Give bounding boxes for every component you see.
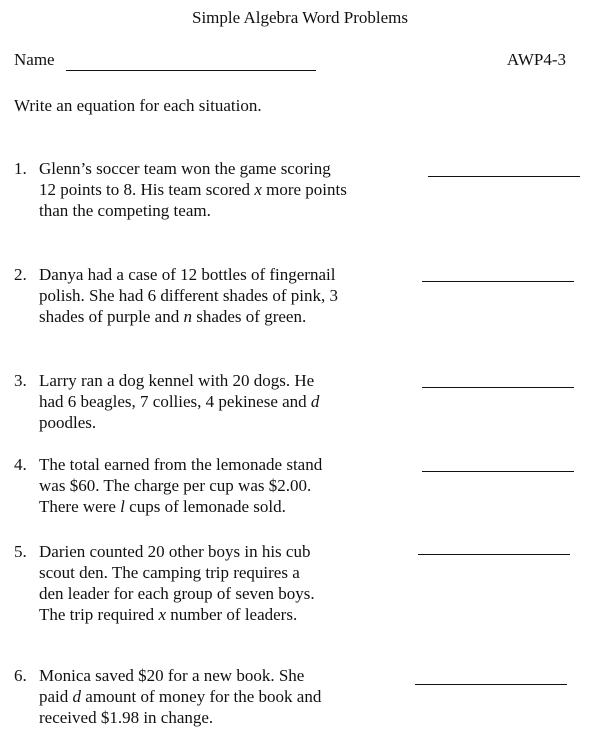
text-segment: had 6 beagles, 7 collies, 4 pekinese and — [39, 392, 311, 411]
problem-line — [39, 179, 414, 200]
name-label: Name — [14, 50, 55, 69]
text-segment: Monica saved $20 for a new book. She — [39, 666, 305, 685]
text-segment: den leader for each group of seven boys. — [39, 584, 315, 603]
problem-line — [39, 391, 414, 412]
problem-number: 3. — [14, 371, 27, 390]
text-segment: scout den. The camping trip requires a — [39, 563, 300, 582]
problem-line — [39, 665, 414, 686]
name-row — [14, 50, 586, 74]
text-segment: Darien counted 20 other boys in his cub — [39, 542, 311, 561]
text-segment: Larry ran a dog kennel with 20 dogs. He — [39, 371, 315, 390]
problem-line — [39, 583, 414, 604]
text-segment: Danya had a case of 12 bottles of fingernail — [39, 265, 336, 284]
text-segment: more points — [261, 180, 347, 199]
variable: x — [158, 605, 166, 624]
problem-4 — [14, 454, 414, 517]
problem-2 — [14, 264, 414, 327]
text-segment: paid — [39, 687, 73, 706]
worksheet-code: AWP4-3 — [506, 50, 566, 69]
text-segment: shades of green. — [191, 307, 307, 326]
problem-text — [39, 665, 414, 728]
answer-blank-1[interactable] — [428, 176, 580, 177]
answer-blank-2[interactable] — [422, 281, 574, 282]
problem-line — [39, 454, 414, 475]
text-segment: The total earned from the lemonade stand — [39, 455, 323, 474]
variable: d — [72, 687, 82, 706]
text-segment: There were — [39, 497, 121, 516]
text-segment: amount of money for the book and — [81, 687, 322, 706]
problem-line — [39, 306, 414, 327]
answer-blank-5[interactable] — [418, 554, 570, 555]
text-segment: polish. She had 6 different shades of pink, 3 — [39, 286, 339, 305]
problem-line — [39, 200, 414, 221]
problem-1 — [14, 158, 414, 221]
problem-line — [39, 541, 414, 562]
problem-number: 6. — [14, 666, 27, 685]
variable: d — [310, 392, 320, 411]
text-segment: poodles. — [39, 413, 97, 432]
variable: x — [254, 180, 262, 199]
problem-5 — [14, 541, 414, 625]
problem-number: 5. — [14, 542, 27, 561]
worksheet-title: Simple Algebra Word Problems — [192, 8, 408, 27]
answer-blank-6[interactable] — [415, 684, 567, 685]
problem-number: 2. — [14, 265, 27, 284]
text-segment: Glenn’s soccer team won the game scoring — [39, 159, 331, 178]
problem-6 — [14, 665, 414, 728]
problem-line — [39, 496, 414, 517]
text-segment: The trip required — [39, 605, 159, 624]
problem-number: 4. — [14, 455, 27, 474]
text-segment: 12 points to 8. His team scored — [39, 180, 255, 199]
text-segment: cups of lemonade sold. — [124, 497, 286, 516]
problem-text — [39, 454, 414, 517]
text-segment: received $1.98 in change. — [39, 708, 214, 727]
problem-line — [39, 370, 414, 391]
problem-line — [39, 707, 414, 728]
problem-text — [39, 541, 414, 625]
variable: n — [183, 307, 192, 326]
text-segment: number of leaders. — [165, 605, 298, 624]
problem-number: 1. — [14, 159, 27, 178]
problem-text — [39, 370, 414, 433]
answer-blank-4[interactable] — [422, 471, 574, 472]
answer-blank-3[interactable] — [422, 387, 574, 388]
text-segment: was $60. The charge per cup was $2.00. — [39, 476, 312, 495]
problem-3 — [14, 370, 414, 433]
problem-line — [39, 686, 414, 707]
problem-line — [39, 264, 414, 285]
text-segment: shades of purple and — [39, 307, 184, 326]
name-blank-line — [66, 70, 316, 71]
problem-text — [39, 264, 414, 327]
problem-line — [39, 475, 414, 496]
problem-line — [39, 285, 414, 306]
problem-line — [39, 604, 414, 625]
problem-text — [39, 158, 414, 221]
problem-line — [39, 562, 414, 583]
problem-line — [39, 158, 414, 179]
problem-line — [39, 412, 414, 433]
instructions: Write an equation for each situation. — [14, 96, 262, 115]
text-segment: than the competing team. — [39, 201, 211, 220]
variable: l — [120, 497, 125, 516]
